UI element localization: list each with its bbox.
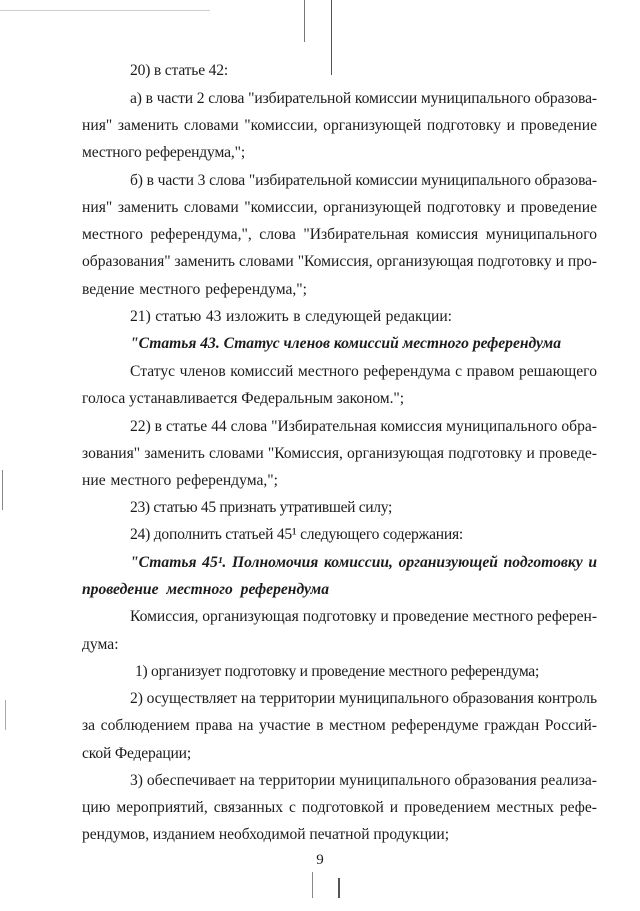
text-line <box>0 280 640 300</box>
text-line <box>0 716 640 736</box>
text-run: ния" заменить словами "комиссии, организующей подготовку и проведение <box>82 117 597 134</box>
text-line <box>0 61 640 81</box>
text-run: Статус членов комиссий местного референдума с правом решающего <box>130 363 597 380</box>
text-line <box>0 771 640 791</box>
text-run: проведение местного референдума <box>82 581 329 598</box>
text-run: местного референдума,"; <box>82 144 245 161</box>
text-line <box>0 362 640 382</box>
text-line <box>0 471 640 491</box>
scan-artifact-top-vline <box>304 0 305 42</box>
text-line <box>0 389 640 409</box>
text-line <box>0 498 640 518</box>
text-run: ведение местного референдума,"; <box>82 281 307 298</box>
text-run: ской Федерации; <box>82 745 191 762</box>
text-line <box>0 689 640 709</box>
text-run: "Статья 43. Статус членов комиссий местного референдума <box>130 335 561 352</box>
text-line <box>0 116 640 136</box>
text-run: зования" заменить словами "Комиссия, организующая подготовку и проведе- <box>82 445 597 462</box>
text-line <box>0 171 640 191</box>
text-run: 20) в статье 42: <box>130 62 228 79</box>
text-run: ния" заменить словами "комиссии, организующей подготовку и проведение <box>82 199 597 216</box>
text-line <box>0 825 640 845</box>
scan-artifact-bottom-vline <box>338 878 340 898</box>
text-run: 3) обеспечивает на территории муниципального образования реализа- <box>130 772 597 789</box>
scan-artifact-bottom-vline <box>312 872 313 898</box>
text-line <box>0 662 640 682</box>
text-line <box>0 444 640 464</box>
text-run: Комиссия, организующая подготовку и проведение местного референ- <box>130 608 597 625</box>
text-run: а) в части 2 слова "избирательной комиссии муниципального образова- <box>130 90 597 107</box>
text-run: образования" заменить словами "Комиссия, организующая подготовку и про- <box>82 253 597 270</box>
text-line <box>0 525 640 545</box>
text-run: цию мероприятий, связанных с подготовкой и проведением местных рефе- <box>82 799 597 816</box>
text-line <box>0 417 640 437</box>
text-run: "Статья 45¹. Полномочия комиссии, организующей подготовку и <box>130 554 597 571</box>
text-run: 2) осуществляет на территории муниципального образования контроль <box>130 690 597 707</box>
text-line <box>0 198 640 218</box>
text-run: 23) статью 45 признать утратившей силу; <box>130 499 392 516</box>
text-line <box>0 89 640 109</box>
article-heading <box>0 580 640 600</box>
text-line <box>0 744 640 764</box>
article-heading <box>0 334 640 354</box>
text-run: голоса устанавливается Федеральным законом."; <box>82 390 404 407</box>
text-line <box>0 607 640 627</box>
scan-artifact-top-rule <box>0 10 210 11</box>
text-run: 1) организует подготовку и проведение местного референдума; <box>135 663 539 680</box>
text-line <box>0 225 640 245</box>
text-run: 22) в статье 44 слова "Избирательная комиссия муниципального обра- <box>130 418 597 435</box>
article-heading <box>0 553 640 573</box>
text-run: ние местного референдума,"; <box>82 472 278 489</box>
text-run: 21) статью 43 изложить в следующей редакции: <box>130 308 452 325</box>
text-line <box>0 143 640 163</box>
page-number: 9 <box>316 852 324 868</box>
text-line <box>0 798 640 818</box>
text-run: рендумов, изданием необходимой печатной продукции; <box>82 826 449 843</box>
text-run: 24) дополнить статьей 45¹ следующего содержания: <box>130 526 463 543</box>
text-run: за соблюдением права на участие в местном референдуме граждан Россий- <box>82 717 597 734</box>
text-run: б) в части 3 слова "избирательной комиссии муниципального образова- <box>130 172 597 189</box>
text-run: дума: <box>82 636 119 653</box>
text-line <box>0 635 640 655</box>
text-run: местного референдума,", слова "Избирательная комиссия муниципального <box>82 226 597 243</box>
text-line <box>0 252 640 272</box>
text-line <box>0 307 640 327</box>
